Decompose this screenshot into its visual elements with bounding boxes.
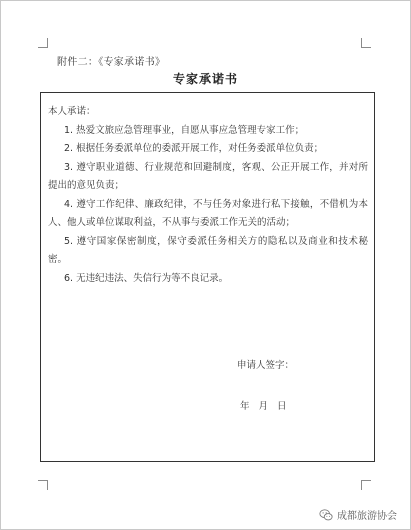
commitment-item-4: 4. 遵守工作纪律、廉政纪律，不与任务对象进行私下接触，不借机为本人、他人或单位谋取利益，不从事与委派工作无关的活动；: [48, 198, 368, 228]
watermark-text: 成都旅游协会: [337, 511, 397, 522]
margin-corner-bottom-left: [38, 480, 48, 490]
commitment-item-5: 5. 遵守国家保密制度，保守委派任务相关方的隐私以及商业和技术秘密。: [48, 235, 368, 265]
margin-corner-top-left: [38, 38, 48, 48]
commitment-body: [48, 103, 368, 288]
commitment-intro: 本人承诺：: [48, 106, 96, 117]
signature-label: 申请人签字：: [237, 360, 295, 371]
commitment-item-6: 6. 无违纪违法、失信行为等不良记录。: [64, 272, 229, 284]
margin-corner-bottom-right: [361, 480, 371, 490]
margin-corner-top-right: [361, 38, 371, 48]
watermark: [319, 507, 397, 522]
wechat-icon: [319, 508, 333, 522]
commitment-item-2: 2. 根据任务委派单位的委派开展工作，对任务委派单位负责；: [64, 143, 324, 154]
commitment-item-3: 3. 遵守职业道德、行业规范和回避制度，客观、公正开展工作，并对所提出的意见负责；: [48, 161, 368, 191]
document-title: 专家承诺书: [172, 72, 238, 86]
attachment-label: 附件二：《专家承诺书》: [57, 57, 166, 68]
commitment-item-1: 1. 热爱文旅应急管理事业，自愿从事应急管理专家工作；: [64, 124, 305, 136]
date-label: 年 月 日: [240, 401, 287, 412]
